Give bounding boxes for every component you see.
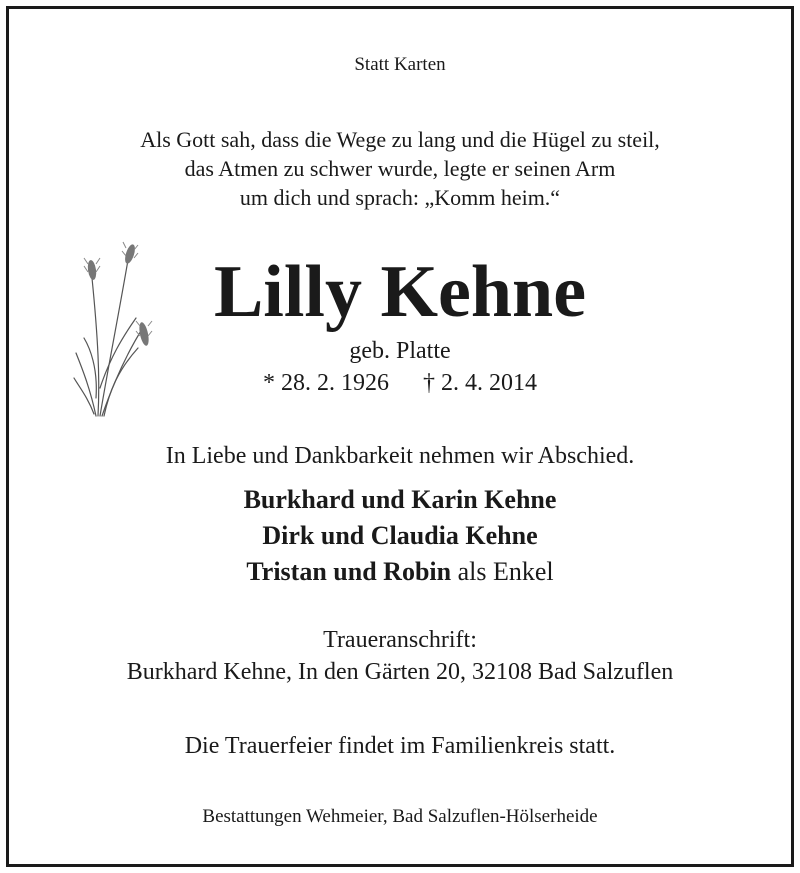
verse-line-1: Als Gott sah, dass die Wege zu lang und die Hügel zu steil, — [140, 127, 660, 152]
grandchildren-suffix: als Enkel — [451, 557, 554, 586]
address-value: Burkhard Kehne, In den Gärten 20, 32108 Bad Salzuflen — [126, 659, 674, 685]
verse-line-3: um dich und sprach: „Komm heim.“ — [239, 185, 561, 210]
header-text: Statt Karten — [354, 54, 446, 75]
deceased-name: Lilly Kehne — [213, 251, 587, 333]
birth-name: geb. Platte — [349, 338, 451, 364]
birth-date: * 28. 2. 1926 — [263, 370, 389, 396]
verse-line-2: das Atmen zu schwer wurde, legte er seinen Arm — [184, 156, 616, 181]
ceremony-text: Die Trauerfeier findet im Familienkreis statt. — [184, 733, 616, 759]
undertaker-text: Bestattungen Wehmeier, Bad Salzuflen-Hölserheide — [202, 806, 598, 827]
address-label: Traueranschrift: — [323, 627, 477, 653]
farewell-text: In Liebe und Dankbarkeit nehmen wir Abschied. — [165, 443, 635, 469]
life-dates — [0, 370, 800, 397]
mourner-line-3 — [0, 557, 800, 587]
mourner-line-2: Dirk und Claudia Kehne — [262, 521, 538, 550]
grandchildren-names: Tristan und Robin — [246, 557, 452, 586]
mourner-line-1: Burkhard und Karin Kehne — [243, 485, 557, 514]
death-date: † 2. 4. 2014 — [423, 370, 537, 396]
